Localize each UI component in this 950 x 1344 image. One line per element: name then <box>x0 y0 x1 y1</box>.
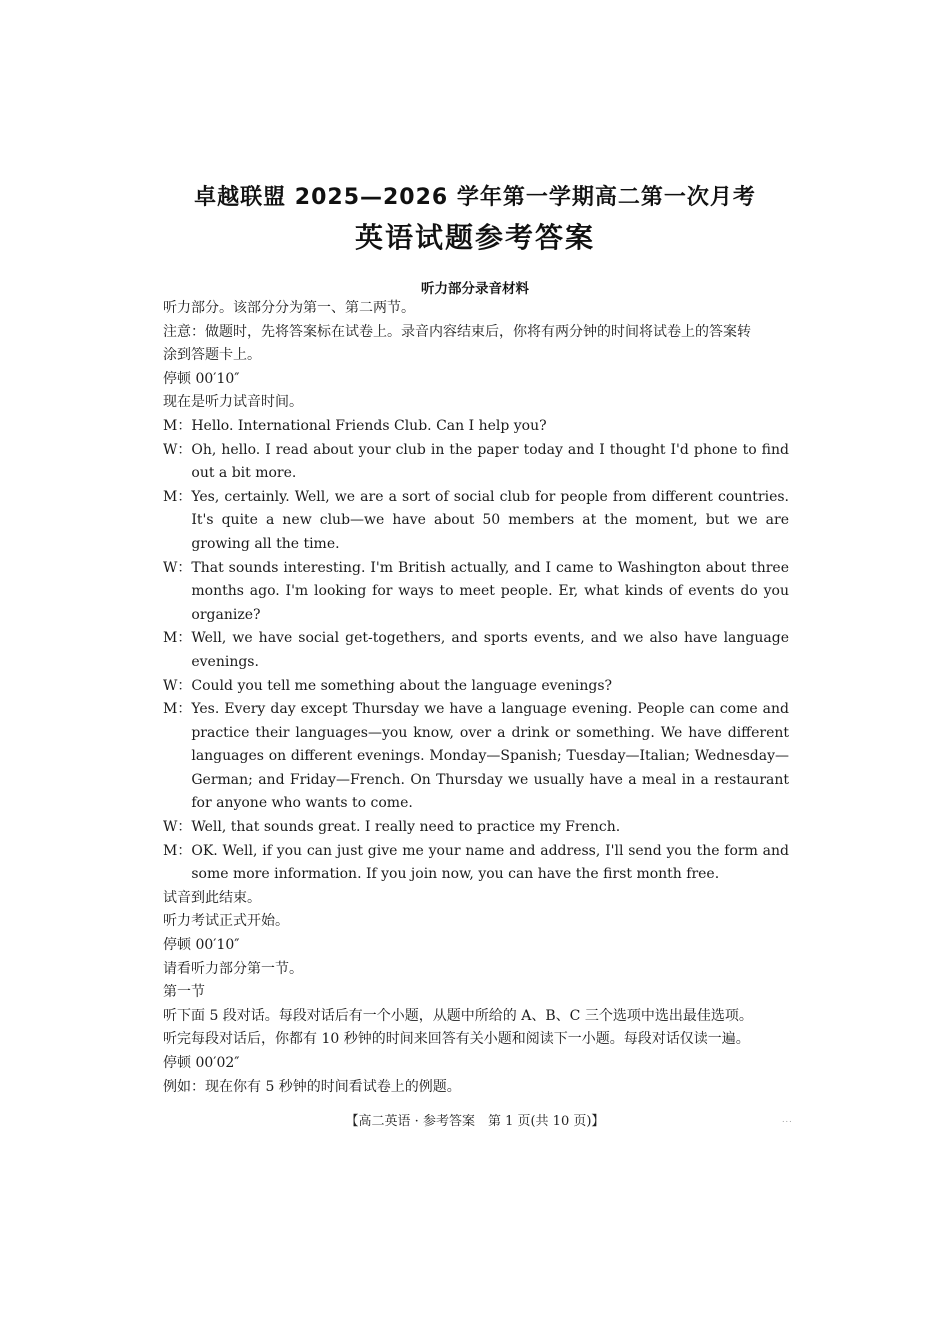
pause-marker: 停顿 00′10″ <box>163 370 240 387</box>
dialogue-turn <box>163 627 789 674</box>
transcript-body <box>163 297 789 1099</box>
speaker-label: W： <box>163 677 192 694</box>
dialogue-text: Yes, certainly. Well, we are a sort of social club for people from different countries. It's quite a new club—we have about 50 members at the moment, but we are growing all the time. <box>191 488 789 552</box>
example-line: 例如：现在你有 5 秒钟的时间看试卷上的例题。 <box>163 1078 461 1095</box>
dialogue-turn <box>163 557 789 628</box>
speaker-label: M： <box>163 417 192 434</box>
instruction-line: 听完每段对话后，你都有 10 秒钟的时间来回答有关小题和阅读下一小题。每段对话仅读一遍。 <box>163 1031 750 1048</box>
see-section-line: 请看听力部分第一节。 <box>163 960 303 977</box>
exam-start-line: 听力考试正式开始。 <box>163 913 289 930</box>
test-start-line: 现在是听力试音时间。 <box>163 394 303 411</box>
section-one-label: 第一节 <box>163 984 205 1001</box>
speaker-label: W： <box>163 819 192 836</box>
answer-key-title: 英语试题参考答案 <box>354 221 595 254</box>
dialogue-turn <box>163 675 789 699</box>
dialogue-text: That sounds interesting. I'm British actually, and I came to Washington about three months ago. I'm looking for ways to meet people. Er, what kinds of events do you organize? <box>191 559 789 623</box>
dialogue-text: OK. Well, if you can just give me your name and address, I'll send you the form and some more information. If you join now, you can have the first month free. <box>191 842 789 883</box>
dialogue-text: Hello. International Friends Club. Can I help you? <box>191 417 547 434</box>
intro-line: 涂到答题卡上。 <box>163 347 261 364</box>
corner-mark: ... <box>782 1115 793 1124</box>
pause-marker: 停顿 00′02″ <box>163 1055 240 1071</box>
dialogue-text: Oh, hello. I read about your club in the paper today and I thought I'd phone to find out a bit more. <box>191 441 789 482</box>
speaker-label: W： <box>163 559 192 576</box>
dialogue-text: Yes. Every day except Thursday we have a language evening. People can come and practice their languages—you know, over a drink or something. We have different languages on different evenings. Monday—Spanish; Tuesday—Italian; Wednesday—German; and Friday—French. On Thursday we usually have a meal in a restaurant for anyone who wants to come. <box>191 701 789 812</box>
dialogue-turn <box>163 439 789 486</box>
dialogue-text: Well, that sounds great. I really need to practice my French. <box>191 819 621 836</box>
page-footer: 【高二英语 · 参考答案 第 1 页(共 10 页)】 <box>345 1114 605 1129</box>
exam-title: 卓越联盟 2025—2026 学年第一学期高二第一次月考 <box>194 185 756 210</box>
dialogue-turn <box>163 415 789 439</box>
dialogue-turn <box>163 840 789 887</box>
pause-marker: 停顿 00′10″ <box>163 937 240 954</box>
speaker-label: M： <box>163 842 192 859</box>
dialogue-text: Well, we have social get-togethers, and sports events, and we also have language evenings. <box>191 630 789 670</box>
intro-line: 注意：做题时，先将答案标在试卷上。录音内容结束后，你将有两分钟的时间将试卷上的答案转 <box>163 323 751 340</box>
intro-line: 听力部分。该部分分为第一、第二两节。 <box>163 300 415 316</box>
dialogue-turn <box>163 698 789 816</box>
instruction-line: 听下面 5 段对话。每段对话后有一个小题，从题中所给的 A、B、C 三个选项中选出最佳选项。 <box>163 1007 753 1024</box>
dialogue-text: Could you tell me something about the language evenings? <box>191 677 613 694</box>
speaker-label: M： <box>163 488 192 505</box>
dialogue-turn <box>163 486 789 557</box>
test-end-line: 试音到此结束。 <box>163 889 261 906</box>
speaker-label: W： <box>163 441 192 458</box>
speaker-label: M： <box>163 701 192 718</box>
section-heading: 听力部分录音材料 <box>421 281 529 297</box>
dialogue-turn <box>163 816 789 840</box>
speaker-label: M： <box>163 630 192 647</box>
